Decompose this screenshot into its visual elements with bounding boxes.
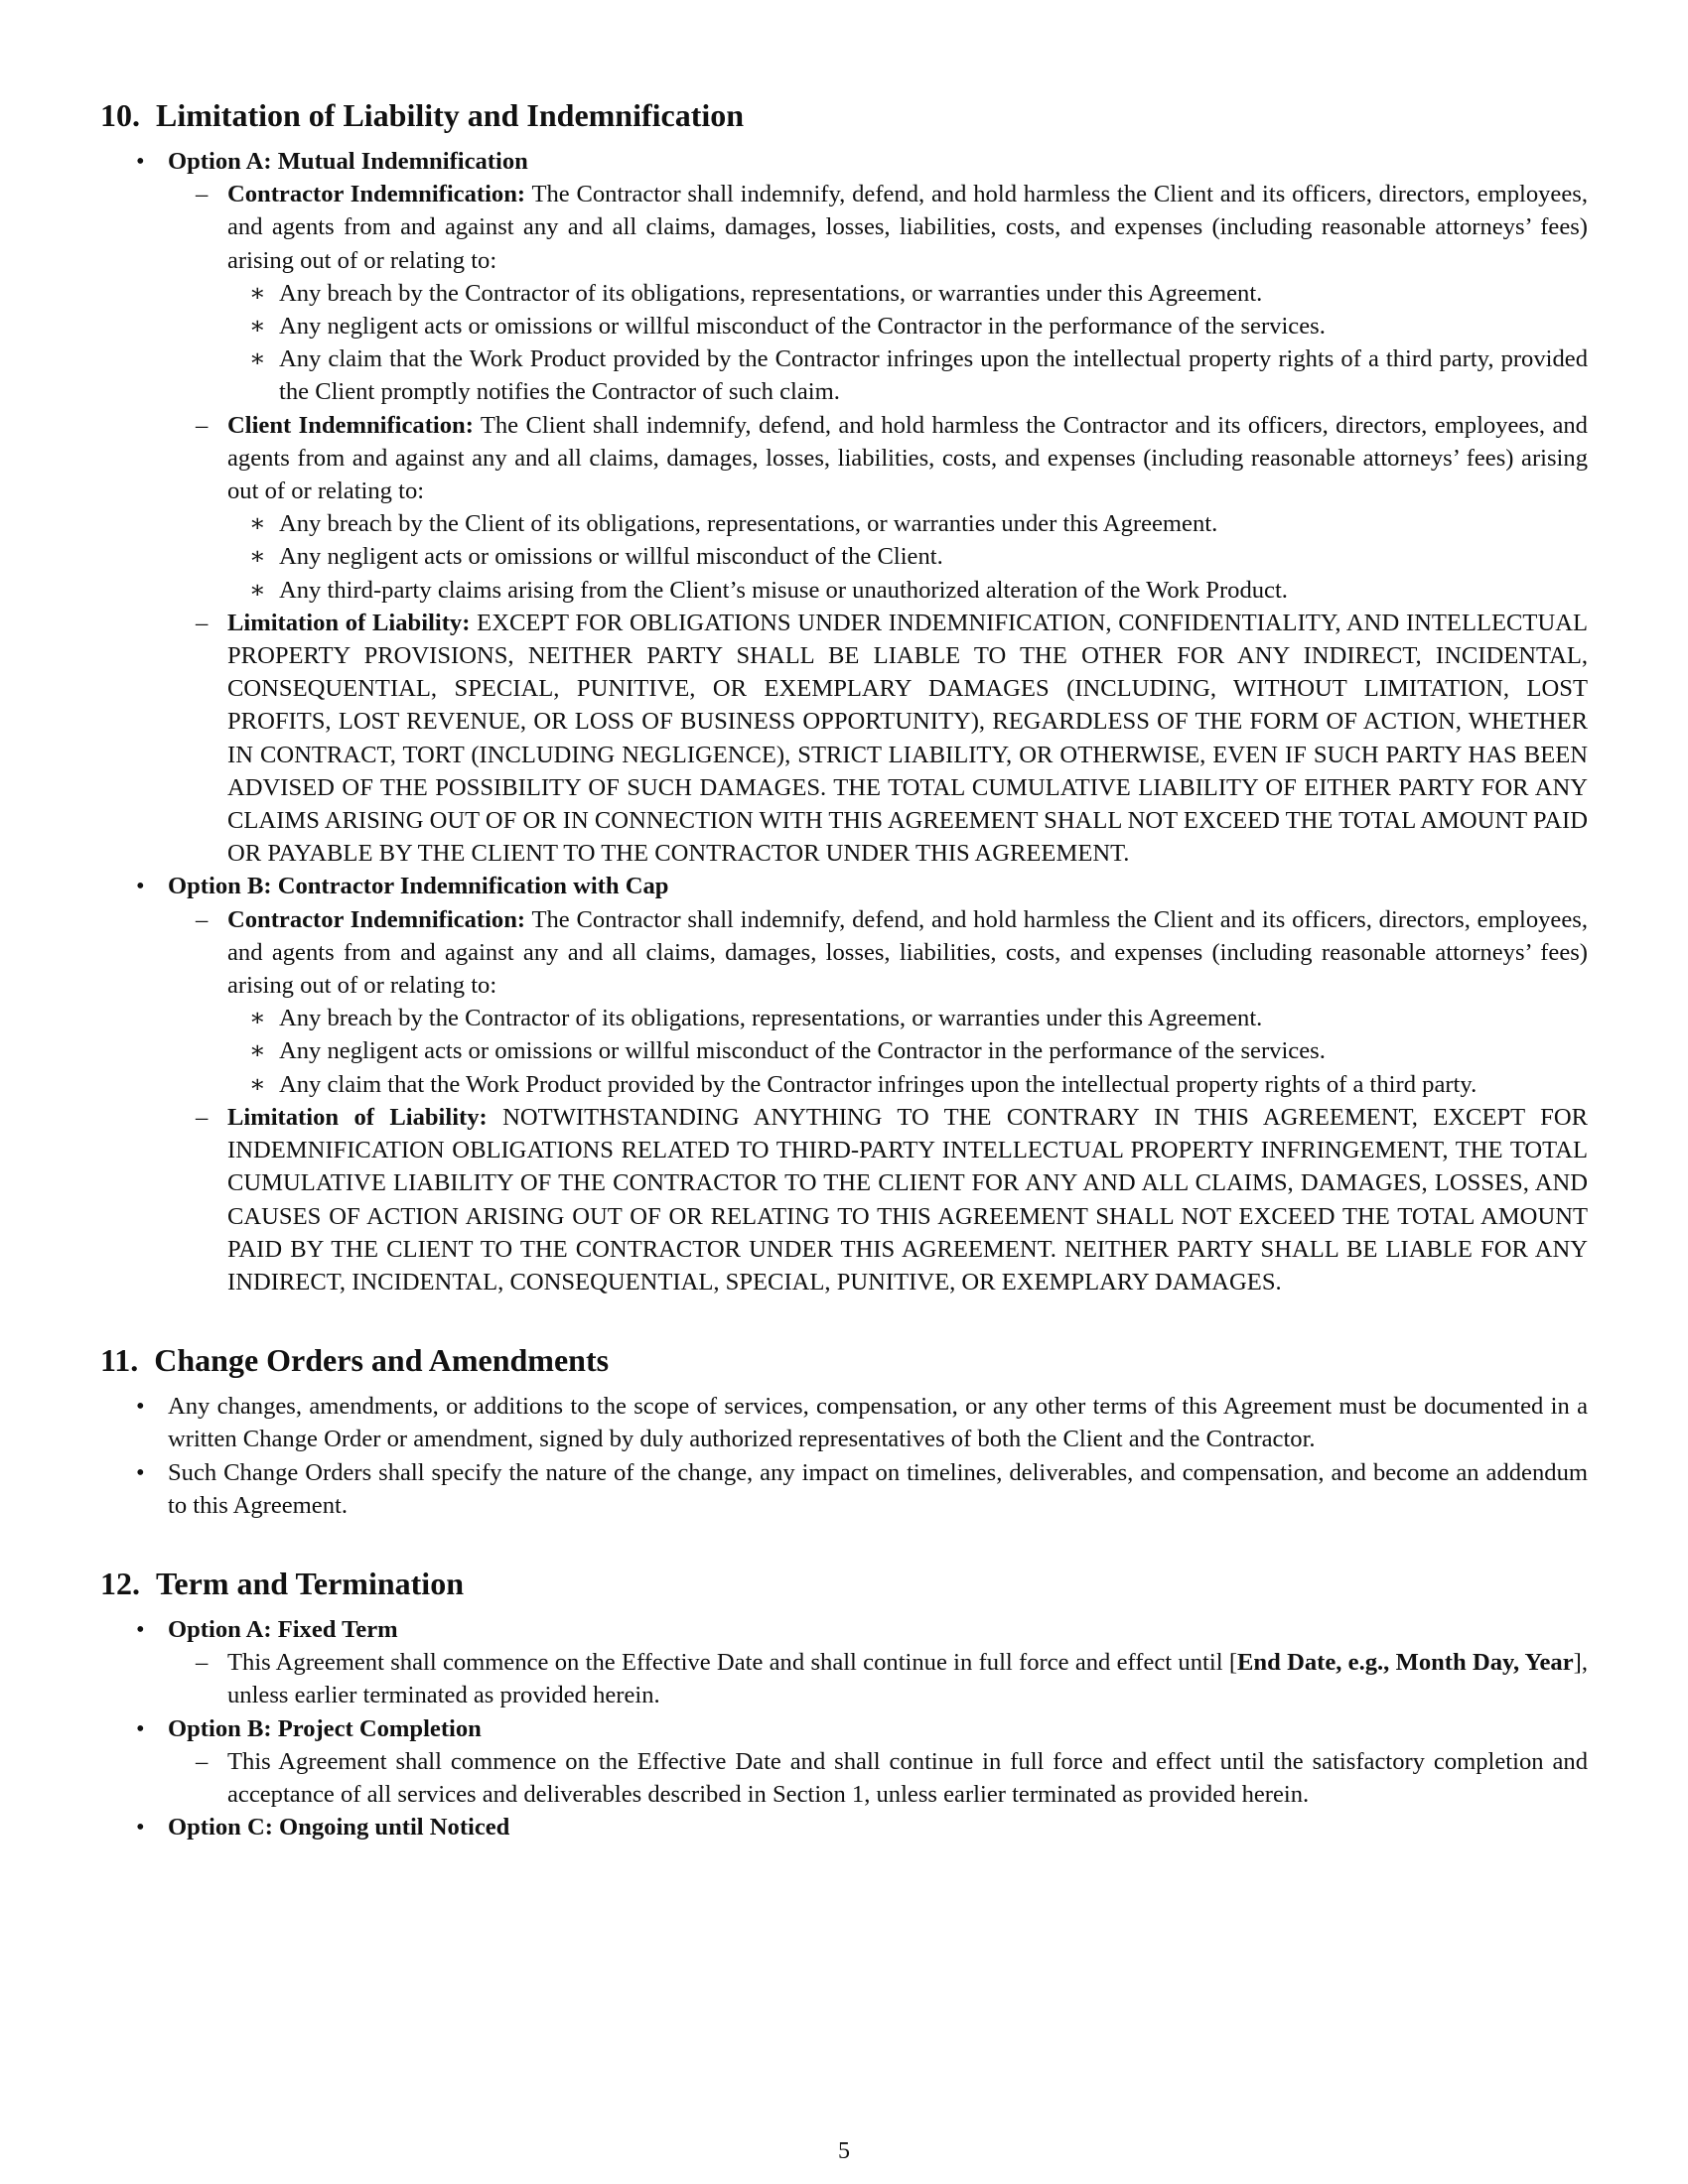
section-heading [100,1336,1588,1384]
star-marker: ∗ [249,510,266,538]
section-list [100,145,1588,1298]
subclause-item [100,903,1588,1003]
option-a-item [100,1613,1588,1646]
end-date-placeholder: End Date, e.g., Month Day, Year [1237,1649,1574,1677]
list-item-text: Any breach by the Contractor of its obligations, representations, or warranties under this Agreement. [279,279,1263,307]
option-label: Option B: Contractor Indemnification with Cap [168,873,669,900]
option-label: Option A: Fixed Term [168,1615,398,1643]
option-b-item [100,1712,1588,1745]
subclause-text: The Contractor shall indemnify, defend, and hold harmless the Client and its officers, directors, employees, and agents from and against any and all claims, damages, losses, liabilities, costs, and expenses (including reasonable attorneys’ fees) arising out of or relating to: [227,181,1588,274]
dash-marker: – [196,1649,209,1677]
list-item [100,1390,1588,1455]
list-item-text: Any negligent acts or omissions or willful misconduct of the Contractor in the performance of the services. [279,313,1326,341]
star-marker: ∗ [249,1037,266,1065]
star-marker: ∗ [249,1070,266,1098]
subclause-text: The Contractor shall indemnify, defend, and hold harmless the Client and its officers, directors, employees, and agents from and against any and all claims, damages, losses, liabilities, costs, and expenses (including reasonable attorneys’ fees) arising out of or relating to: [227,905,1588,1000]
star-marker: ∗ [249,576,266,604]
bullet-marker: • [136,1714,145,1742]
option-label: Option B: Project Completion [168,1714,482,1742]
option-label: Option C: Ongoing until Noticed [168,1814,510,1842]
star-marker: ∗ [249,1005,266,1032]
list-item [100,1034,1588,1067]
list-item [100,1002,1588,1034]
list-item-text: Any claim that the Work Product provided by the Contractor infringes upon the intellectual property rights of a third party. [279,1070,1477,1098]
list-item [100,507,1588,540]
subclause-item [100,607,1588,871]
subclause-label: Contractor Indemnification: [227,905,526,933]
star-marker: ∗ [249,279,266,307]
section-12 [100,1560,1588,1843]
list-item-text: Any claim that the Work Product provided by the Contractor infringes upon the intellectual property rights of a third party, provided the Client promptly notifies the Contractor of such claim. [279,345,1588,406]
star-marker: ∗ [249,543,266,571]
list-item [100,1068,1588,1101]
bullet-marker: • [136,1393,145,1421]
list-item-text: Any negligent acts or omissions or willful misconduct of the Contractor in the performance of the services. [279,1037,1326,1065]
option-a-item [100,145,1588,178]
list-item-text: Such Change Orders shall specify the nature of the change, any impact on timelines, deliverables, and compensation, and become an addendum to this Agreement. [168,1458,1588,1519]
section-11 [100,1336,1588,1522]
page-number: 5 [838,2138,850,2164]
option-b-item [100,870,1588,902]
subclause-text: This Agreement shall commence on the Effective Date and shall continue in full force and effect until the satisfactory completion and acceptance of all services and deliverables described in Section 1, unless earlier terminated as provided herein. [227,1747,1588,1808]
dash-marker: – [196,609,209,636]
section-list [100,1613,1588,1843]
list-item-text: Any breach by the Client of its obligations, representations, or warranties under this Agreement. [279,510,1218,538]
document-content [100,91,1588,1881]
section-title: Change Orders and Amendments [154,1342,610,1379]
list-item-text: Any changes, amendments, or additions to the scope of services, compensation, or any other terms of this Agreement must be documented in a written Change Order or amendment, signed by duly authorized representatives of both the Client and the Contractor. [168,1393,1588,1453]
section-10 [100,91,1588,1298]
subclause-item [100,1646,1588,1711]
subclause-item [100,178,1588,277]
section-number: 10. [100,97,140,133]
bullet-marker: • [136,1814,145,1842]
subclause-item [100,409,1588,508]
subclause-label: Contractor Indemnification: [227,181,526,208]
list-item [100,310,1588,342]
section-heading [100,91,1588,139]
section-heading [100,1560,1588,1607]
subclause-text: This Agreement shall commence on the Effective Date and shall continue in full force and effect until [ [227,1649,1238,1677]
list-item-text: Any breach by the Contractor of its obligations, representations, or warranties under this Agreement. [279,1005,1263,1032]
list-item [100,574,1588,607]
dash-marker: – [196,1103,209,1131]
dash-marker: – [196,411,209,439]
star-marker: ∗ [249,313,266,341]
bullet-marker: • [136,1458,145,1486]
bullet-marker: • [136,873,145,900]
dash-marker: – [196,905,209,933]
subclause-text: ], unless earlier terminated as provided herein. [227,1649,1588,1709]
list-item [100,277,1588,310]
section-number: 12. [100,1565,140,1601]
list-item-text: Any third-party claims arising from the Client’s misuse or unauthorized alteration of the Work Product. [279,576,1288,604]
list-item [100,342,1588,408]
subclause-text: The Client shall indemnify, defend, and hold harmless the Contractor and its officers, directors, employees, and agents from and against any and all claims, damages, losses, liabilities, costs, and expenses (including reasonable attorneys’ fees) arising out of or relating to: [227,411,1588,505]
list-item [100,1456,1588,1522]
bullet-marker: • [136,148,145,175]
dash-marker: – [196,1747,209,1775]
subclause-label: Client Indemnification: [227,411,474,439]
star-marker: ∗ [249,345,266,373]
subclause-text: NOTWITHSTANDING ANYTHING TO THE CONTRARY IN THIS AGREEMENT, EXCEPT FOR INDEMNIFICATION OBLIGATIONS RELATED TO THIRD-PARTY INTELLECTUAL PROPERTY INFRINGEMENT, THE TOTAL CUMULATIVE LIABILITY OF THE CONTRACTOR TO THE CLIENT FOR ANY AND ALL CLAIMS, DAMAGES, LOSSES, AND CAUSES OF ACTION ARISING OUT OF OR RELATING TO THIS AGREEMENT SHALL NOT EXCEED THE TOTAL AMOUNT PAID BY THE CLIENT TO THE CONTRACTOR UNDER THIS AGREEMENT. NEITHER PARTY SHALL BE LIABLE FOR ANY INDIRECT, INCIDENTAL, CONSEQUENTIAL, SPECIAL, PUNITIVE, OR EXEMPLARY DAMAGES. [227,1103,1588,1296]
subclause-item [100,1101,1588,1298]
subclause-text: EXCEPT FOR OBLIGATIONS UNDER INDEMNIFICATION, CONFIDENTIALITY, AND INTELLECTUAL PROPERTY PROVISIONS, NEITHER PARTY SHALL BE LIABLE TO THE OTHER FOR ANY INDIRECT, INCIDENTAL, CONSEQUENTIAL, SPECIAL, PUNITIVE, OR EXEMPLARY DAMAGES (INCLUDING, WITHOUT LIMITATION, LOST PROFITS, LOST REVENUE, OR LOSS OF BUSINESS OPPORTUNITY), REGARDLESS OF THE FORM OF ACTION, WHETHER IN CONTRACT, TORT (INCLUDING NEGLIGENCE), STRICT LIABILITY, OR OTHERWISE, EVEN IF SUCH PARTY HAS BEEN ADVISED OF THE POSSIBILITY OF SUCH DAMAGES. THE TOTAL CUMULATIVE LIABILITY OF EITHER PARTY FOR ANY CLAIMS ARISING OUT OF OR IN CONNECTION WITH THIS AGREEMENT SHALL NOT EXCEED THE TOTAL AMOUNT PAID OR PAYABLE BY THE CLIENT TO THE CONTRACTOR UNDER THIS AGREEMENT. [227,609,1588,868]
subclause-label: Limitation of Liability: [227,1103,488,1131]
list-item [100,540,1588,573]
section-title: Limitation of Liability and Indemnification [156,97,745,133]
dash-marker: – [196,181,209,208]
option-c-item [100,1811,1588,1843]
bullet-marker: • [136,1615,145,1643]
section-title: Term and Termination [156,1565,464,1601]
subclause-item [100,1745,1588,1811]
subclause-label: Limitation of Liability: [227,609,471,636]
section-number: 11. [100,1342,139,1379]
section-list [100,1390,1588,1522]
list-item-text: Any negligent acts or omissions or willful misconduct of the Client. [279,543,943,571]
option-label: Option A: Mutual Indemnification [168,148,528,175]
